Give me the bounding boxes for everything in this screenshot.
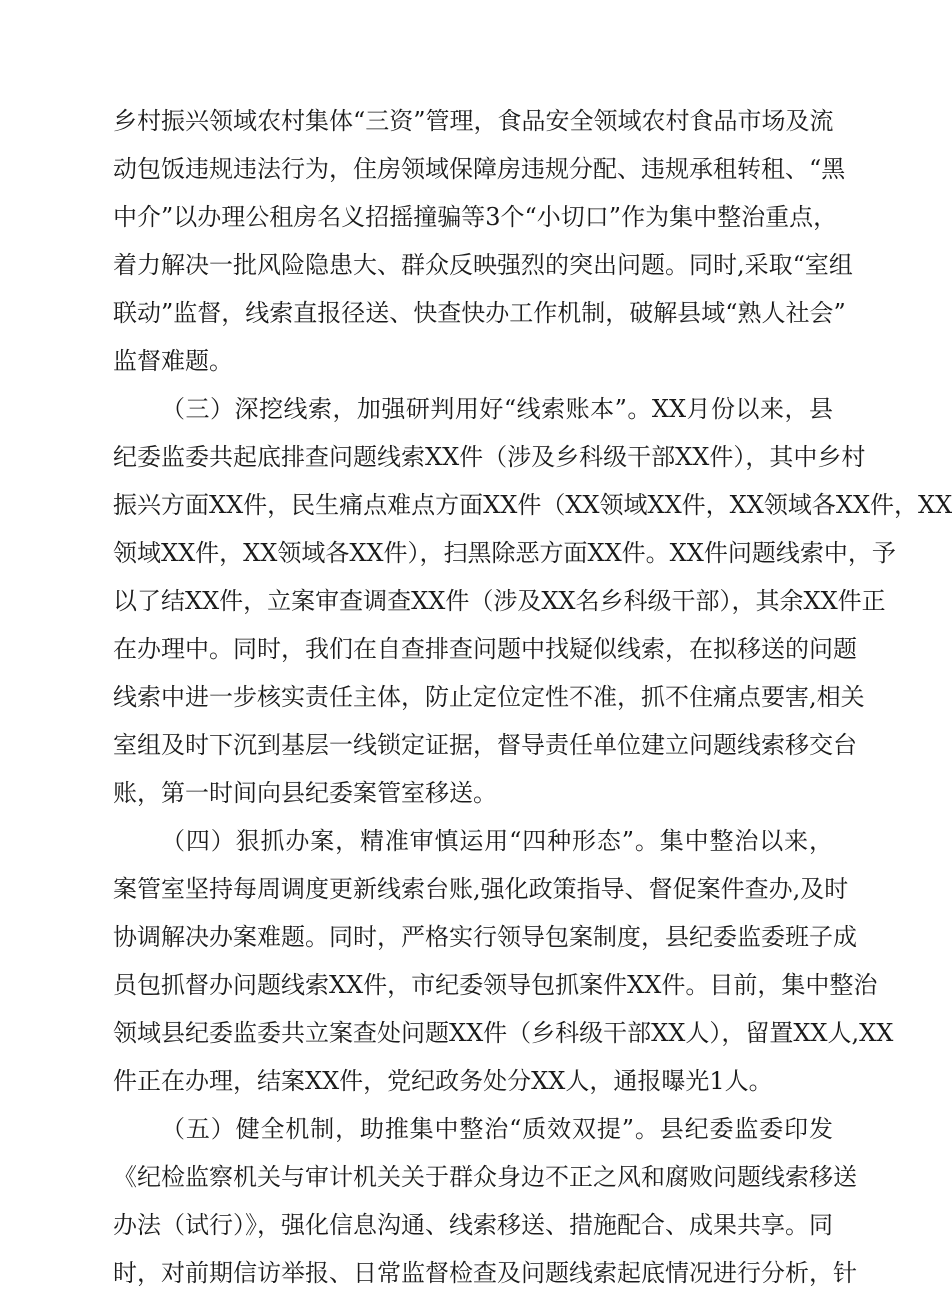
section-heading-line: （五）健全机制，助推集中整治“质效双提”。县纪委监委印发	[161, 1115, 833, 1143]
text-line: 纪委监委共起底排查问题线索XX件（涉及乡科级干部XX件），其中乡村	[113, 443, 866, 471]
section-heading-line: （三）深挖线索，加强研判用好“线索账本”。XX月份以来，县	[161, 395, 833, 423]
text-line: 监督难题。	[113, 347, 233, 375]
text-line: 协调解决办案难题。同时，严格实行领导包案制度，县纪委监委班子成	[113, 923, 857, 951]
text-line: 《纪检监察机关与审计机关关于群众身边不正之风和腐败问题线索移送	[113, 1163, 857, 1191]
text-line: 领域XX件，XX领域各XX件），扫黑除恶方面XX件。XX件问题线索中，予	[113, 539, 896, 567]
text-line: 案管室坚持每周调度更新线索台账,强化政策指导、督促案件查办,及时	[113, 875, 849, 903]
text-line: 在办理中。同时，我们在自查排查问题中找疑似线索，在拟移送的问题	[113, 635, 857, 663]
text-line: 联动”监督，线索直报径送、快查快办工作机制，破解县域“熟人社会”	[113, 299, 846, 327]
text-line: 中介”以办理公租房名义招摇撞骗等3个“小切口”作为集中整治重点，	[113, 203, 838, 231]
text-line: 线索中进一步核实责任主体，防止定位定性不准，抓不住痛点要害,相关	[113, 683, 865, 711]
section-heading-line: （四）狠抓办案，精准审慎运用“四种形态”。集中整治以来，	[161, 827, 833, 855]
text-line: 以了结XX件，立案审查调查XX件（涉及XX名乡科级干部），其余XX件正	[113, 587, 886, 615]
text-line: 件正在办理，结案XX件，党纪政务处分XX人，通报曝光1人。	[113, 1067, 773, 1095]
text-line: 领域县纪委监委共立案查处问题XX件（乡科级干部XX人），留置XX人,XX	[113, 1019, 894, 1047]
text-line: 时，对前期信访举报、日常监督检查及问题线索起底情况进行分析，针	[113, 1259, 857, 1287]
text-line: 室组及时下沉到基层一线锁定证据，督导责任单位建立问题线索移交台	[113, 731, 857, 759]
text-line: 振兴方面XX件，民生痛点难点方面XX件（XX领域XX件，XX领域各XX件，XX	[113, 491, 952, 519]
text-line: 办法（试行）》，强化信息沟通、线索移送、措施配合、成果共享。同	[113, 1211, 833, 1239]
text-line: 员包抓督办问题线索XX件，市纪委领导包抓案件XX件。目前，集中整治	[113, 971, 878, 999]
text-line: 动包饭违规违法行为，住房领域保障房违规分配、违规承租转租、“黑	[113, 155, 846, 183]
text-line: 乡村振兴领域农村集体“三资”管理，食品安全领域农村食品市场及流	[113, 107, 834, 135]
text-line: 账，第一时间向县纪委案管室移送。	[113, 779, 497, 807]
text-line: 着力解决一批风险隐患大、群众反映强烈的突出问题。同时,采取“室组	[113, 251, 853, 279]
